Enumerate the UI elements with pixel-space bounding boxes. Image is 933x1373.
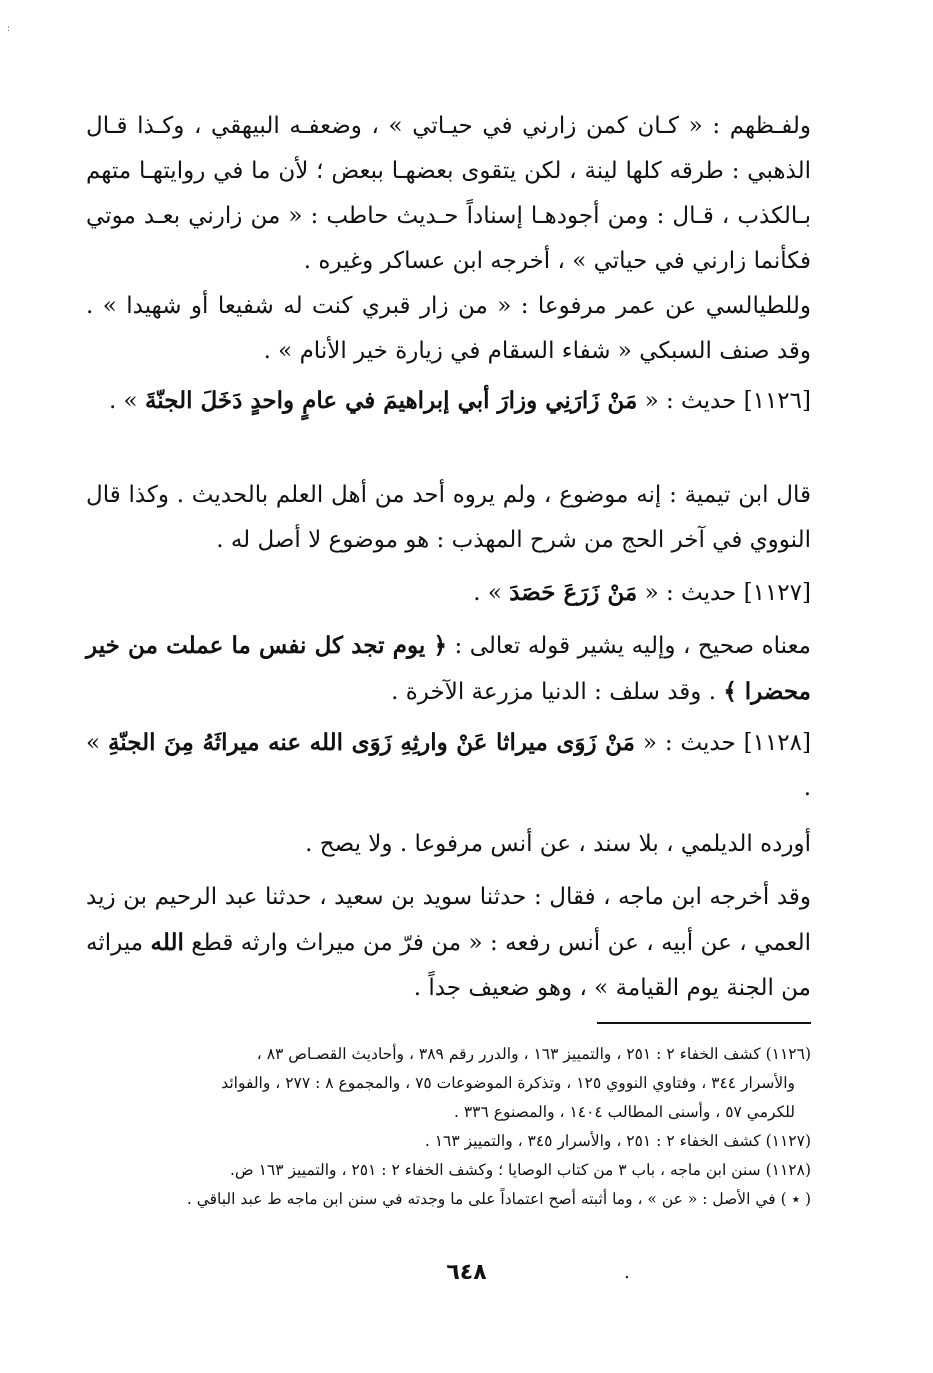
footnote-1126 bbox=[86, 1040, 811, 1127]
paragraph-2: وللطيالسي عن عمر مرفوعا : « من زار قبري كنت له شفيعا أو شهيدا » . وقد صنف السبكي « شفاء السقام في زيارة خير الأنام » . bbox=[86, 293, 811, 364]
footnote-1128: (١١٢٨) سنن ابن ماجه ، باب ٣ من كتاب الوصايا ؛ وكشف الخفاء ٢ : ٢٥١ ، والتمييز ١٦٣ ض. bbox=[229, 1161, 811, 1179]
paragraph-3: قال ابن تيمية : إنه موضوع ، ولم يروه أحد من أهل العلم بالحديث . وكذا قال النووي في آخر الحج من شرح المهذب : هو موضوع لا أصل له . bbox=[86, 482, 811, 553]
hadith-1127 bbox=[86, 570, 811, 616]
hadith-text: مَنْ زَوَى ميراثا عَنْ وارثِهِ زَوَى الله عنه ميراثَهُ مِنَ الجنّةِ bbox=[107, 729, 635, 756]
paragraph-4-start: معناه صحيح ، وإليه يشير قوله تعالى : bbox=[446, 633, 811, 659]
stray-mark: . bbox=[624, 1262, 630, 1283]
hadith-intro: حديث : « bbox=[635, 730, 744, 756]
hadith-close: » . bbox=[473, 580, 510, 606]
hadith-close: » . bbox=[86, 730, 811, 801]
footnote-1127: (١١٢٧) كشف الخفاء ٢ : ٢٥١ ، والأسرار ٣٤٥ ، والتمييز ١٦٣ . bbox=[424, 1132, 811, 1150]
paragraph-6-start: وقد أخرجه ابن ماجه ، فقال : حدثنا سويد بن سعيد ، حدثنا عبد الرحيم بن زيد العمي ، عن أبيه ، عن أنس رفعه : « من فرّ من ميراث وارثه قطع bbox=[86, 884, 811, 956]
hadith-number: [١١٢٧] bbox=[743, 580, 811, 606]
footnote-star: ( ٭ ) في الأصل : « عن » ، وما أثبته أصح اعتماداً على ما وجدته في سنن ابن ماجه ط عبد الباقي . bbox=[186, 1190, 811, 1208]
hadith-1126 bbox=[86, 378, 811, 424]
hadith-1128 bbox=[86, 720, 811, 811]
hadith-close: » . bbox=[108, 388, 145, 414]
hadith-intro: حديث : « bbox=[637, 388, 744, 414]
paragraph-1: ولفـظهم : « كـان كمن زارني في حيـاتي » ، وضعفـه البيهقي ، وكـذا قـال الذهبي : طرقه كلها لينة ، لكن يتقوى بعضهـا ببعض ؛ لأن ما في روايتهـا متهم بـالكذب ، قـال : ومن أجودهـا إسناداً حـديث حاطب : « من زارني بعـد موتي فكأنما زارني في حياتي » ، أخرجه ابن عساكر وغيره . bbox=[86, 113, 811, 274]
hadith-text: مَنْ زَرَعَ حَصَدَ bbox=[509, 579, 638, 606]
hadith-text: مَنْ زَارَنِي وزارَ أبي إبراهيمَ في عامٍ واحدٍ دَخَلَ الجنّةَ bbox=[144, 387, 638, 414]
footnote-line: (١١٢٦) كشف الخفاء ٢ : ٢٥١ ، والتمييز ١٦٣ ، والدرر رقم ٣٨٩ ، وأحاديث القصـاص ٨٣ ، bbox=[256, 1045, 811, 1063]
footnote-separator bbox=[597, 1022, 811, 1024]
footnote-line: والأسرار ٣٤٤ ، وفتاوي النووي ١٢٥ ، وتذكرة الموضوعات ٧٥ ، والمجموع ٨ : ٢٧٧ ، والفوائد bbox=[221, 1074, 795, 1092]
paragraph-6 bbox=[86, 875, 811, 1011]
paragraph-4-end: . وقد سلف : الدنيا مزرعة الآخرة . bbox=[391, 679, 724, 705]
hadith-number: [١١٢٦] bbox=[743, 388, 811, 414]
footnotes bbox=[86, 1040, 811, 1214]
hadith-intro: حديث : « bbox=[637, 580, 744, 606]
quran-verse: ﴿ يوم تجد كل نفس ما عملت من خير محضرا ﴾ bbox=[86, 632, 811, 705]
margin-marks: : bbox=[6, 24, 10, 34]
paragraph-5: أورده الديلمي ، بلا سند ، عن أنس مرفوعا . ولا يصح . bbox=[305, 831, 811, 857]
divine-name: الله bbox=[150, 929, 184, 956]
paragraph-6-end: ميراثه من الجنة يوم القيامة » ، وهو ضعيف جداً . bbox=[86, 930, 811, 1001]
page-number: ٦٤٨ bbox=[446, 1260, 487, 1285]
footnote-line: للكرمي ٥٧ ، وأسنى المطالب ١٤٠٤ ، والمصنوع ٣٣٦ . bbox=[453, 1103, 795, 1121]
hadith-number: [١١٢٨] bbox=[743, 730, 811, 756]
paragraph-4 bbox=[86, 623, 811, 715]
